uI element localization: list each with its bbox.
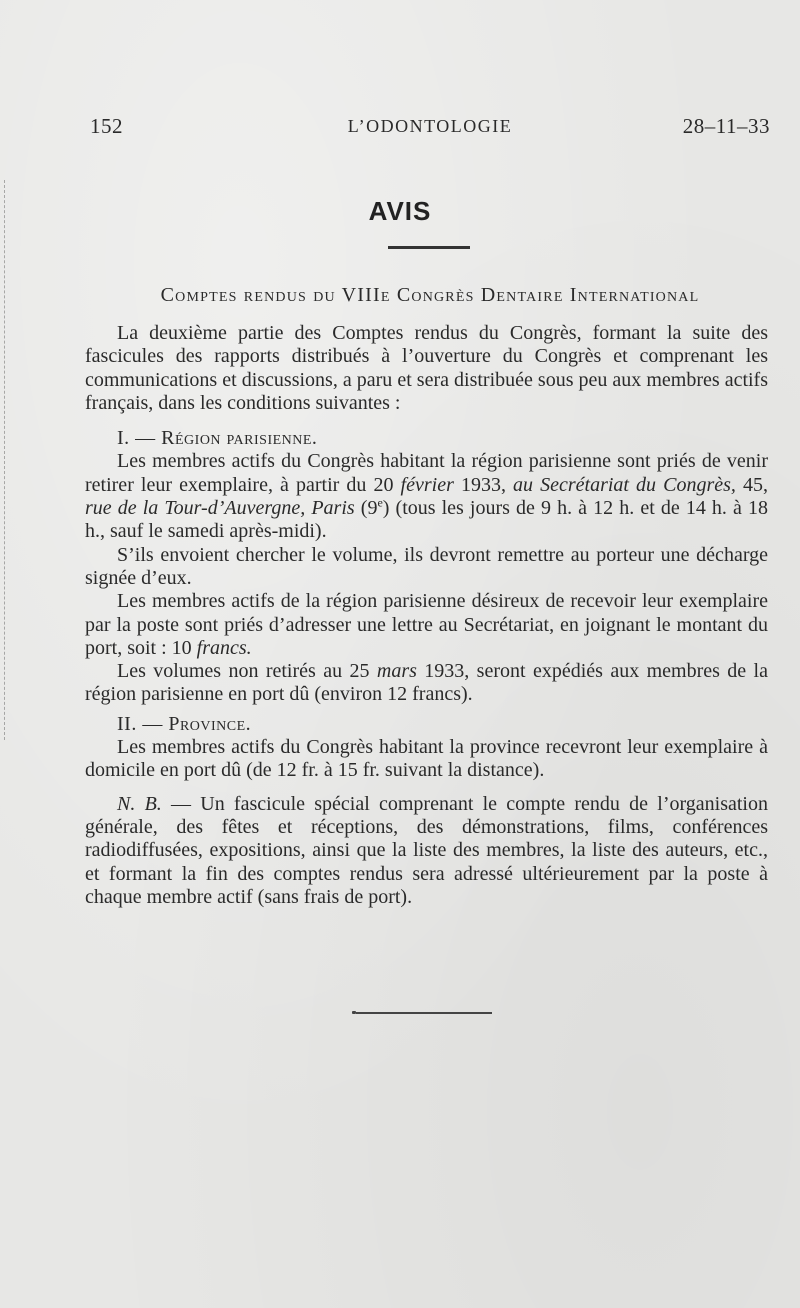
province-paragraph: Les membres actifs du Congrès habitant la province recevront leur exemplaire à domicile en port dû (de 12 fr. à 15 fr. suivant la distance). [85,736,768,782]
running-header [90,114,770,142]
closing-rule [356,1012,492,1014]
region-paragraph-4: Les volumes non retirés au 25 mars 1933, seront expédiés aux membres de la région parisienne en port dû (environ 12 francs). [85,660,768,706]
notice-title: AVIS [368,196,432,226]
nb-label: N. B. [117,792,162,815]
issue-date: 28–11–33 [682,114,770,138]
section-heading: Comptes rendus du VIIIe Congrès Dentaire International [160,284,700,306]
region-paragraph-3: Les membres actifs de la région parisienne désireux de recevoir leur exemplaire par la poste sont priés d’adresser une lettre au Secrétariat, en joignant le montant du port, soit : 10 francs. [85,590,768,659]
margin-marks [4,180,8,740]
page-number: 152 [90,114,123,138]
region-paragraph-2: S’ils envoient chercher le volume, ils devront remettre au porteur une décharge signée d’eux. [85,543,768,589]
nb-paragraph: N. B. — Un fascicule spécial comprenant le compte rendu de l’organisation générale, des fêtes et réceptions, des démonstrations, films, conférences radiodiffusées, expositions, ainsi que la liste des membres, la liste des auteurs, etc., et formant la fin des comptes rendus sera adressé ultérieurement par la poste à chaque membre actif (sans frais de port). [85,792,768,908]
title-rule [388,246,470,249]
notice-body [85,322,768,909]
region-paragraph-1: Les membres actifs du Congrès habitant la région parisienne sont priés de venir retirer leur exemplaire, à partir du 20 février 1933, au Secrétariat du Congrès, 45, rue de la Tour-d’Auvergne, Paris (9e) (tous les jours de 9 h. à 12 h. et de 14 h. à 18 h., sauf le samedi après-midi). [85,450,769,543]
province-heading: II. — Province. [117,712,252,735]
journal-title: L’ODONTOLOGIE [347,116,513,136]
region-heading: I. — Région parisienne. [117,427,318,450]
intro-paragraph: La deuxième partie des Comptes rendus du Congrès, formant la suite des fascicules des rapports distribués à l’ouverture du Congrès et comprenant les communications et discussions, a paru et sera distribuée sous peu aux membres actifs français, dans les conditions suivantes : [85,322,768,414]
